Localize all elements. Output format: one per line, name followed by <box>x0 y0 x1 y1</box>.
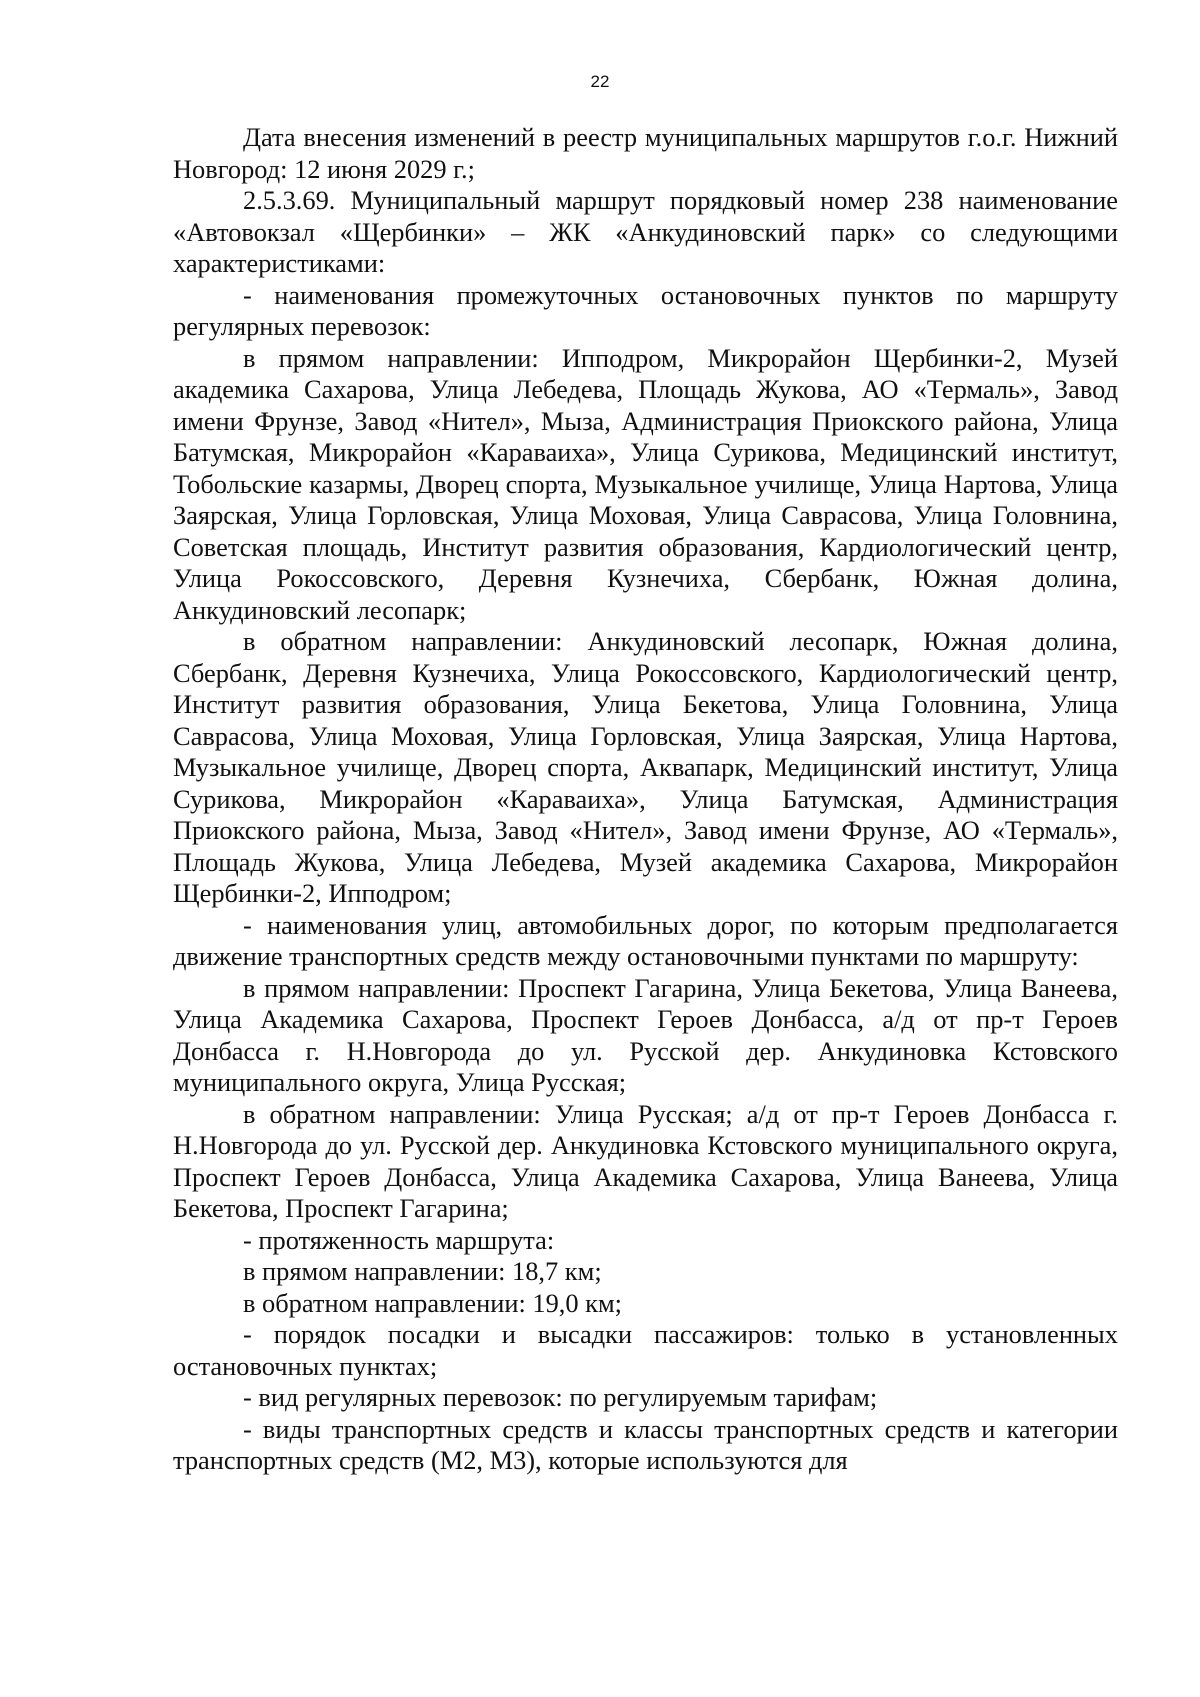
paragraph-registry-change-date: Дата внесения изменений в реестр муниципальных маршрутов г.о.г. Нижний Новгород: 12 июня 2029 г.; <box>173 122 1118 184</box>
paragraph-streets-backward: в обратном направлении: Улица Русская; а/д от пр-т Героев Донбасса г. Н.Новгорода до ул. Русской дер. Анкудиновка Кстовского муниципального округа, Проспект Героев Донбасса, Улица Академика Сахарова, Улица Ванеева, Улица Бекетова, Проспект Гагарина; <box>173 1098 1118 1223</box>
paragraph-length-backward: в обратном направлении: 19,0 км; <box>243 1287 623 1318</box>
paragraph-streets-forward: в прямом направлении: Проспект Гагарина, Улица Бекетова, Улица Ванеева, Улица Академика Сахарова, Проспект Героев Донбасса, а/д от пр-т Героев Донбасса г. Н.Новгорода до ул. Русской дер. Анкудиновка Кстовского муниципального округа, Улица Русская; <box>173 972 1118 1097</box>
paragraph-streets-heading: - наименования улиц, автомобильных дорог, по которым предполагается движение транспортных средств между остановочными пунктами по маршруту: <box>173 909 1118 971</box>
paragraph-route-238-heading: 2.5.3.69. Муниципальный маршрут порядковый номер 238 наименование «Автовокзал «Щербинки» – ЖК «Анкудиновский парк» со следующими характеристиками: <box>173 185 1118 278</box>
paragraph-boarding-order: - порядок посадки и высадки пассажиров: только в установленных остановочных пунктах; <box>173 1319 1118 1381</box>
paragraph-stops-backward: в обратном направлении: Анкудиновский лесопарк, Южная долина, Сбербанк, Деревня Кузнечиха, Улица Рокоссовского, Кардиологический центр, Институт развития образования, Улица Бекетова, Улица Головнина, Улица Саврасова, Улица Моховая, Улица Горловская, Улица Заярская, Улица Нартова, Музыкальное училище, Дворец спорта, Аквапарк, Медицинский институт, Улица Сурикова, Микрорайон «Караваиха», Улица Батумская, Администрация Приокского района, Мыза, Завод «Нител», Завод имени Фрунзе, АО «Термаль», Площадь Жукова, Улица Лебедева, Музей академика Сахарова, Микрорайон Щербинки-2, Ипподром; <box>173 626 1118 908</box>
paragraph-stops-forward: в прямом направлении: Ипподром, Микрорайон Щербинки-2, Музей академика Сахарова, Улица Лебедева, Площадь Жукова, АО «Термаль», Завод имени Фрунзе, Завод «Нител», Мыза, Администрация Приокского района, Улица Батумская, Микрорайон «Караваиха», Улица Сурикова, Медицинский институт, Тобольские казармы, Дворец спорта, Музыкальное училище, Улица Нартова, Улица Заярская, Улица Горловская, Улица Моховая, Улица Саврасова, Улица Головнина, Советская площадь, Институт развития образования, Кардиологический центр, Улица Рокоссовского, Деревня Кузнечиха, Сбербанк, Южная долина, Анкудиновский лесопарк; <box>173 342 1118 625</box>
paragraph-stops-heading: - наименования промежуточных остановочных пунктов по маршруту регулярных перевозок: <box>173 279 1118 341</box>
paragraph-transport-type: - вид регулярных перевозок: по регулируемым тарифам; <box>243 1382 878 1412</box>
paragraph-vehicle-classes: - виды транспортных средств и классы транспортных средств и категории транспортных средств (М2, М3), которые используются для <box>173 1413 1118 1475</box>
page-number: 22 <box>590 72 610 91</box>
paragraph-length-forward: в прямом направлении: 18,7 км; <box>243 1256 602 1286</box>
paragraph-length-heading: - протяженность маршрута: <box>243 1224 555 1255</box>
document-body <box>173 122 1118 1477</box>
